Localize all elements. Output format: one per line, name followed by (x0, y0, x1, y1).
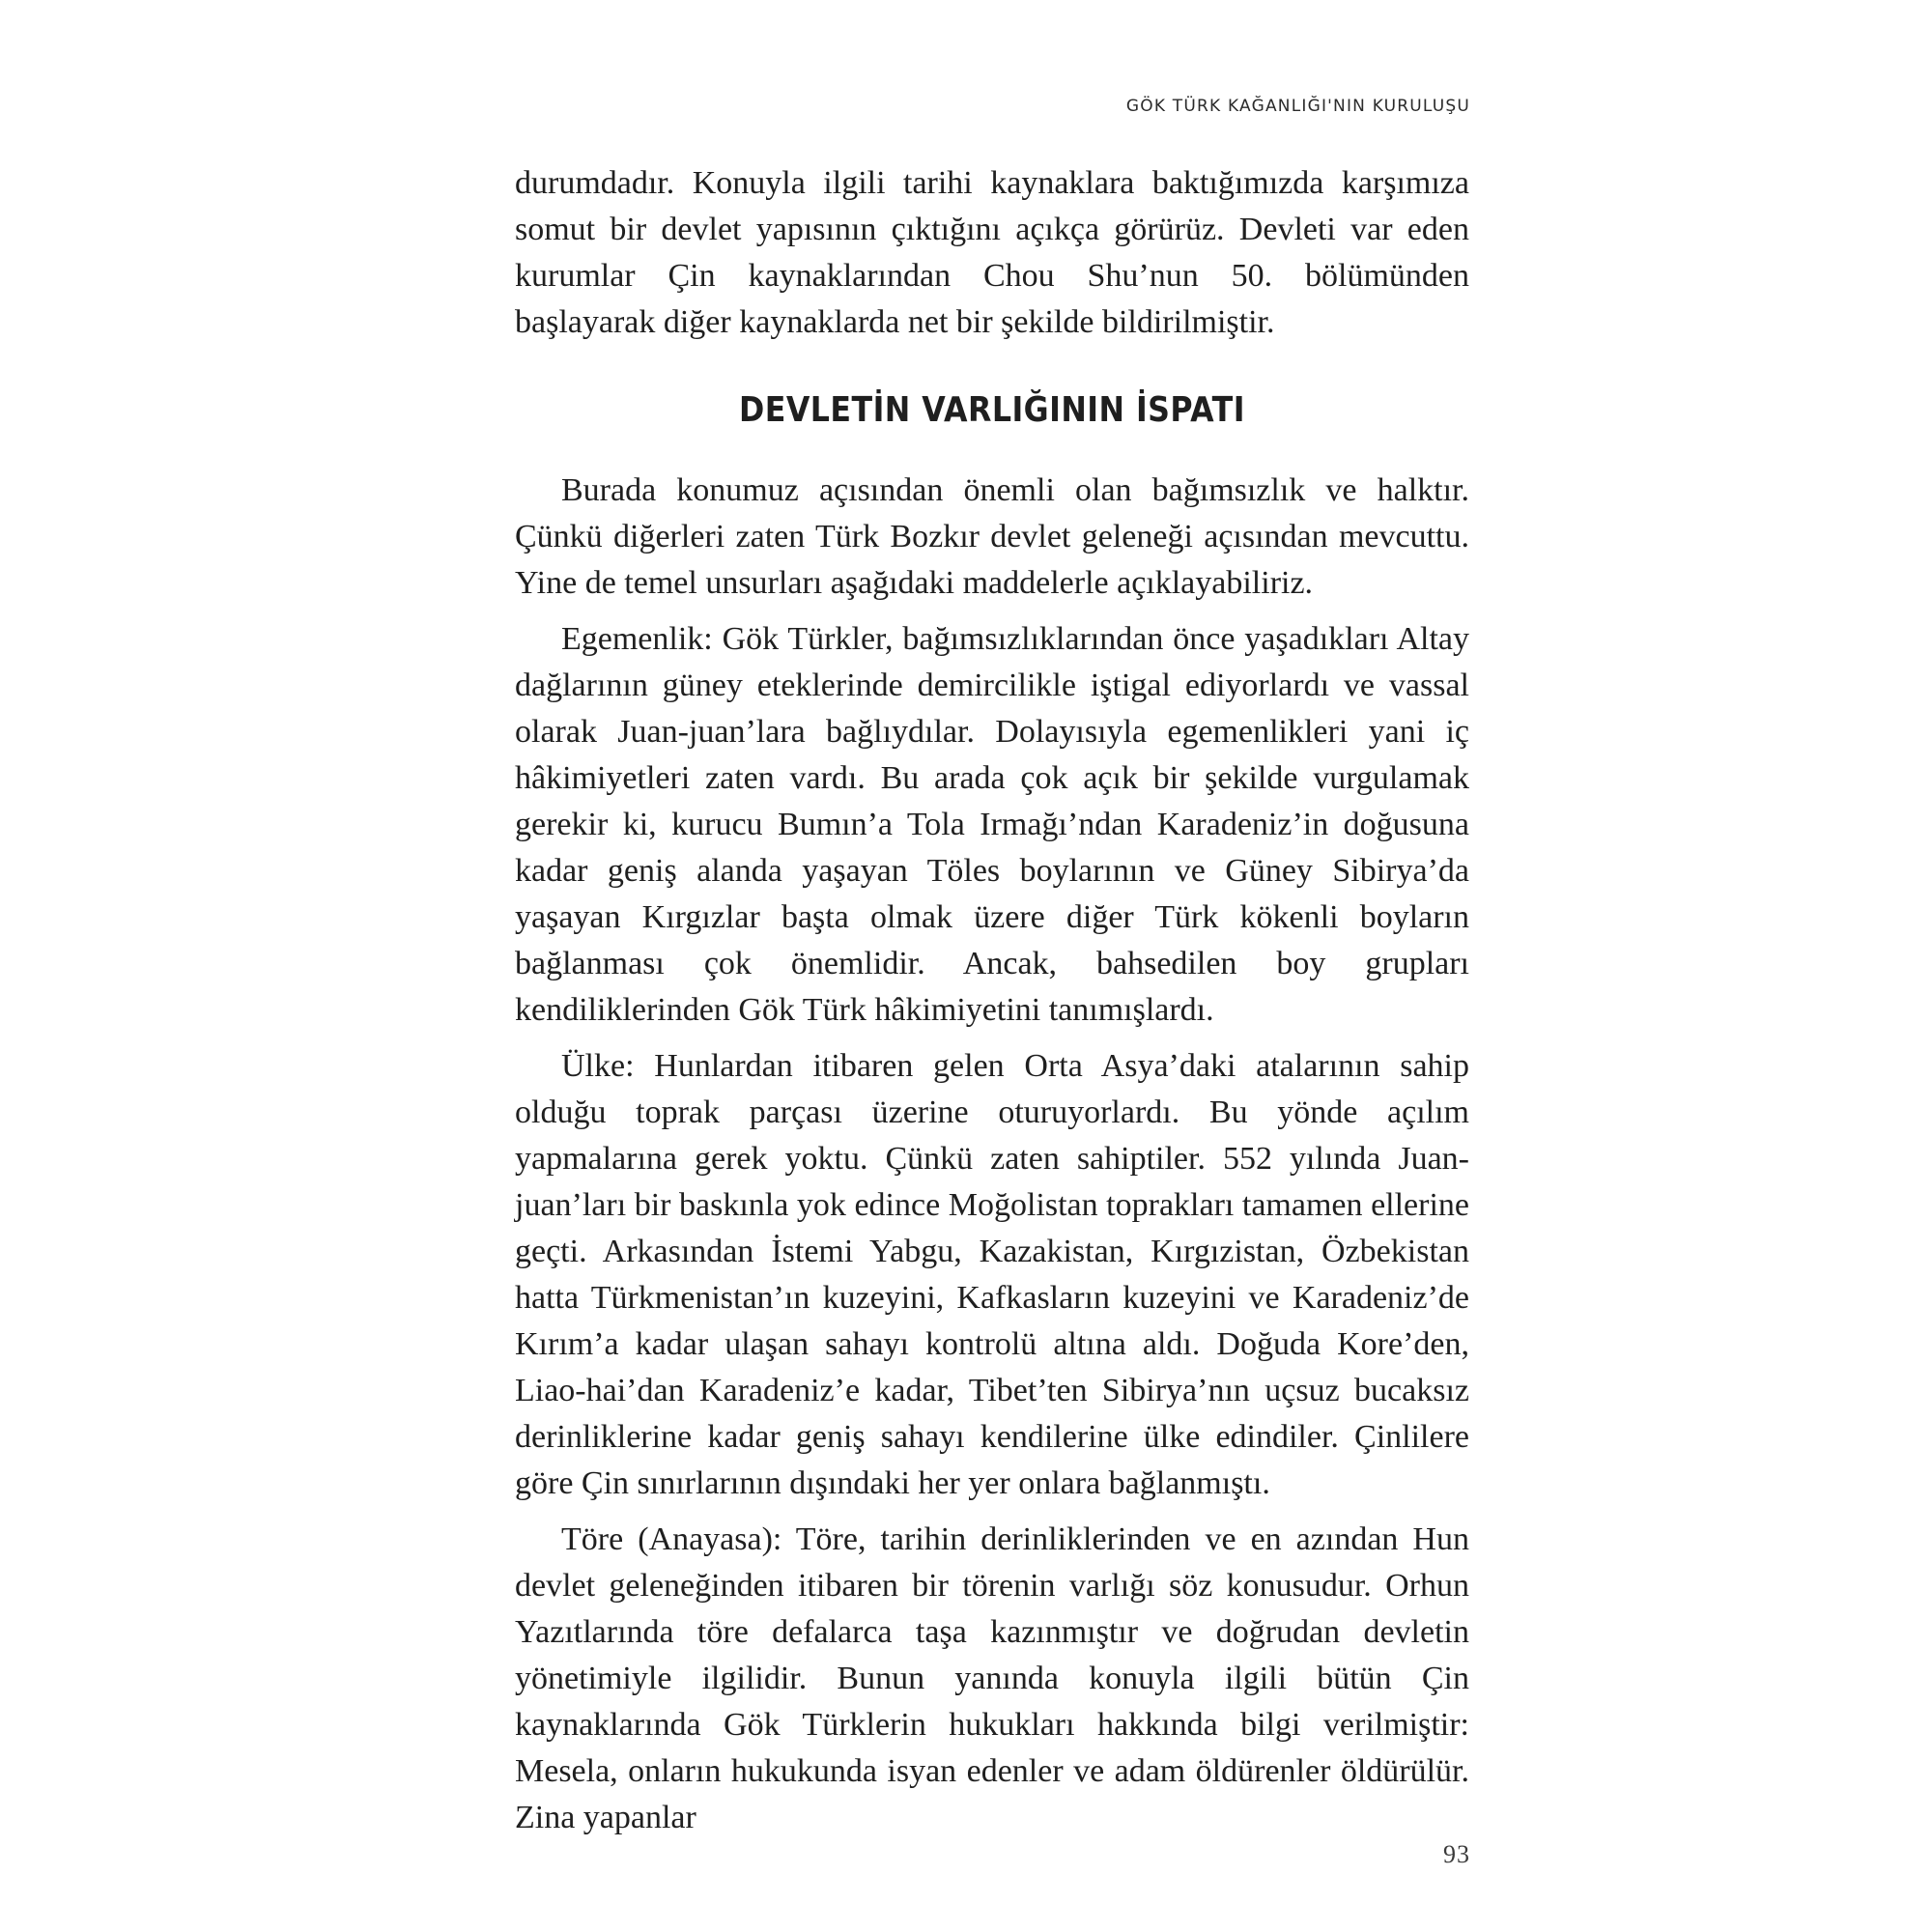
running-head: GÖK TÜRK KAĞANLIĞI'NIN KURULUŞU (1125, 97, 1470, 116)
paragraph-tore: Töre (Anayasa): Töre, tarihin derinliklerinden ve en azından Hun devlet geleneğinden itibaren bir törenin varlığı söz konusudur. Orhun Yazıtlarında töre defalarca taşa kazınmıştır ve doğrudan devletin yönetimiyle ilgilidir. Bunun yanında konuyla ilgili bütün Çin kaynaklarında Gök Türklerin hukukları hakkında bilgi verilmiştir: Mesela, onların hukukunda isyan edenler ve adam öldürenler öldürülür. Zina yapanlar (515, 1521, 1469, 1835)
body-paragraphs (515, 468, 1469, 1851)
paragraph-egemenlik: Egemenlik: Gök Türkler, bağımsızlıklarından önce yaşadıkları Altay dağlarının güney eteklerinde demircilikle iştigal ediyorlardı ve vassal olarak Juan-juan’lara bağlıydılar. Dolayısıyla egemenlikleri yani iç hâkimiyetleri zaten vardı. Bu arada çok açık bir şekilde vurgulamak gerekir ki, kurucu Bumın’a Tola Irmağı’ndan Karadeniz’in doğusuna kadar geniş alanda yaşayan Töles boylarının ve Güney Sibirya’da yaşayan Kırgızlar başta olmak üzere diğer Türk kökenli boyların bağlanması çok önemlidir. Ancak, bahsedilen boy grupları kendiliklerinden Gök Türk hâkimiyetini tanımışlardı. (515, 621, 1469, 1028)
opening-paragraph-block (515, 160, 1469, 346)
section-heading: DEVLETİN VARLIĞININ İSPATI (739, 390, 1245, 430)
paragraph-intro: Burada konumuz açısından önemli olan bağımsızlık ve halktır. Çünkü diğerleri zaten Türk Bozkır devlet geleneği açısından mevcuttu. Yine de temel unsurları aşağıdaki maddelerle açıklayabiliriz. (515, 472, 1469, 601)
paragraph-ulke: Ülke: Hunlardan itibaren gelen Orta Asya’daki atalarının sahip olduğu toprak parçası üzerine oturuyorlardı. Bu yönde açılım yapmalarına gerek yoktu. Çünkü zaten sahiptiler. 552 yılında Juan-juan’ları bir baskınla yok edince Moğolistan toprakları tamamen ellerine geçti. Arkasından İstemi Yabgu, Kazakistan, Kırgızistan, Özbekistan hatta Türkmenistan’ın kuzeyini, Kafkasların kuzeyini ve Karadeniz’de Kırım’a kadar ulaşan sahayı kontrolü altına aldı. Doğuda Kore’den, Liao-hai’dan Karadeniz’e kadar, Tibet’ten Sibirya’nın uçsuz bucaksız derinliklerine kadar geniş sahayı kendilerine ülke edindiler. Çinlilere göre Çin sınırlarının dışındaki her yer onlara bağlanmıştı. (515, 1048, 1469, 1501)
page-number: 93 (1443, 1840, 1470, 1868)
opening-paragraph: durumdadır. Konuyla ilgili tarihi kaynaklara baktığımızda karşımıza somut bir devlet yapısının çıktığını açıkça görürüz. Devleti var eden kurumlar Çin kaynaklarından Chou Shu’nun 50. bölümünden başlayarak diğer kaynaklarda net bir şekilde bildirilmiştir. (515, 165, 1469, 340)
